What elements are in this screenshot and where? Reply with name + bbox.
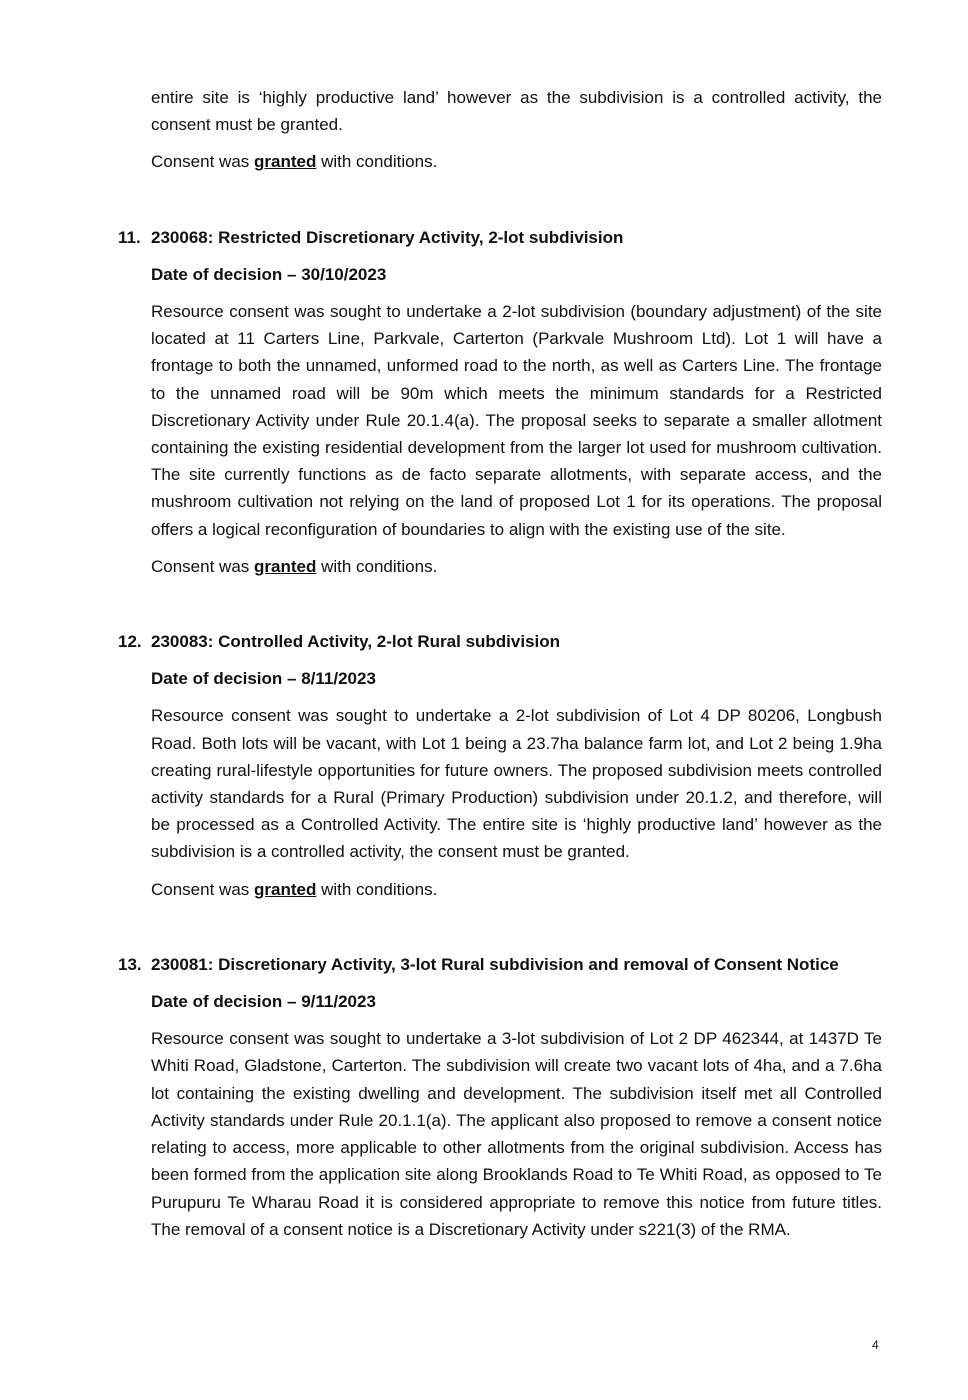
consent-outcome bbox=[151, 553, 882, 580]
item-heading bbox=[118, 628, 882, 655]
item-body: Resource consent was sought to undertake a 2-lot subdivision (boundary adjustment) of the site located at 11 Carters Line, Parkvale, Carterton (Parkvale Mushroom Ltd). Lot 1 will have a frontage to both the unnamed, unformed road to the north, as well as Carters Line. The frontage to the unnamed road will be 90m which meets the minimum standards for a Restricted Discretionary Activity under Rule 20.1.4(a). The proposal seeks to separate a smaller allotment containing the existing residential development from the larger lot used for mushroom cultivation. The site currently functions as de facto separate allotments, with separate access, and the mushroom cultivation not relying on the land of proposed Lot 1 for its operations. The proposal offers a logical reconfiguration of boundaries to align with the existing use of the site. bbox=[151, 302, 882, 539]
item-heading bbox=[118, 951, 882, 978]
continuation-paragraph: entire site is ‘highly productive land’ however as the subdivision is a controlled activity, the consent must be granted. bbox=[151, 88, 882, 135]
decision-date: Date of decision – 30/10/2023 bbox=[151, 264, 387, 284]
item-title: 230083: Controlled Activity, 2-lot Rural subdivision bbox=[151, 632, 561, 652]
item-body: Resource consent was sought to undertake a 2-lot subdivision of Lot 4 DP 80206, Longbush Road. Both lots will be vacant, with Lot 1 being a 23.7ha balance farm lot, and Lot 2 being 1.9ha creating rural-lifestyle opportunities for future owners. The proposed subdivision meets controlled activity standards for a Rural (Primary Production) subdivision under 20.1.2, and therefore, will be processed as a Controlled Activity. The entire site is ‘highly productive land’ however as the subdivision is a controlled activity, the consent must be granted. bbox=[151, 706, 882, 862]
outcome-decision: granted bbox=[254, 879, 317, 899]
outcome-prefix: Consent was bbox=[151, 556, 254, 576]
page-content bbox=[118, 84, 882, 1243]
outcome-suffix: with conditions. bbox=[316, 152, 438, 172]
item-title: 230068: Restricted Discretionary Activity, 2-lot subdivision bbox=[151, 227, 624, 247]
decision-date: Date of decision – 8/11/2023 bbox=[151, 669, 376, 689]
outcome-decision: granted bbox=[254, 556, 317, 576]
item-number: 11. bbox=[118, 227, 141, 247]
outcome-prefix: Consent was bbox=[151, 152, 254, 172]
item-body: Resource consent was sought to undertake a 3-lot subdivision of Lot 2 DP 462344, at 1437D Te Whiti Road, Gladstone, Carterton. The subdivision will create two vacant lots of 4ha, and a 7.6ha lot containing the existing dwelling and development. The subdivision itself met all Controlled Activity standards under Rule 20.1.1(a). The applicant also proposed to remove a consent notice relating to access, more applicable to other allotments from the original subdivision. Access has been formed from the application site along Brooklands Road to Te Whiti Road, as opposed to Te Purupuru Te Wharau Road it is considered appropriate to remove this notice from future titles. The removal of a consent notice is a Discretionary Activity under s221(3) of the RMA. bbox=[151, 1029, 882, 1239]
outcome-suffix: with conditions. bbox=[316, 556, 438, 576]
outcome-suffix: with conditions. bbox=[316, 879, 438, 899]
consent-outcome bbox=[151, 148, 882, 175]
decision-date: Date of decision – 9/11/2023 bbox=[151, 992, 376, 1012]
item-heading bbox=[118, 224, 882, 251]
outcome-prefix: Consent was bbox=[151, 879, 254, 899]
item-title: 230081: Discretionary Activity, 3-lot Rural subdivision and removal of Consent Notice bbox=[151, 954, 839, 974]
outcome-decision: granted bbox=[254, 152, 317, 172]
consent-outcome bbox=[151, 876, 882, 903]
item-number: 12. bbox=[118, 632, 142, 652]
item-number: 13. bbox=[118, 954, 142, 974]
page-number: 4 bbox=[872, 1338, 879, 1352]
